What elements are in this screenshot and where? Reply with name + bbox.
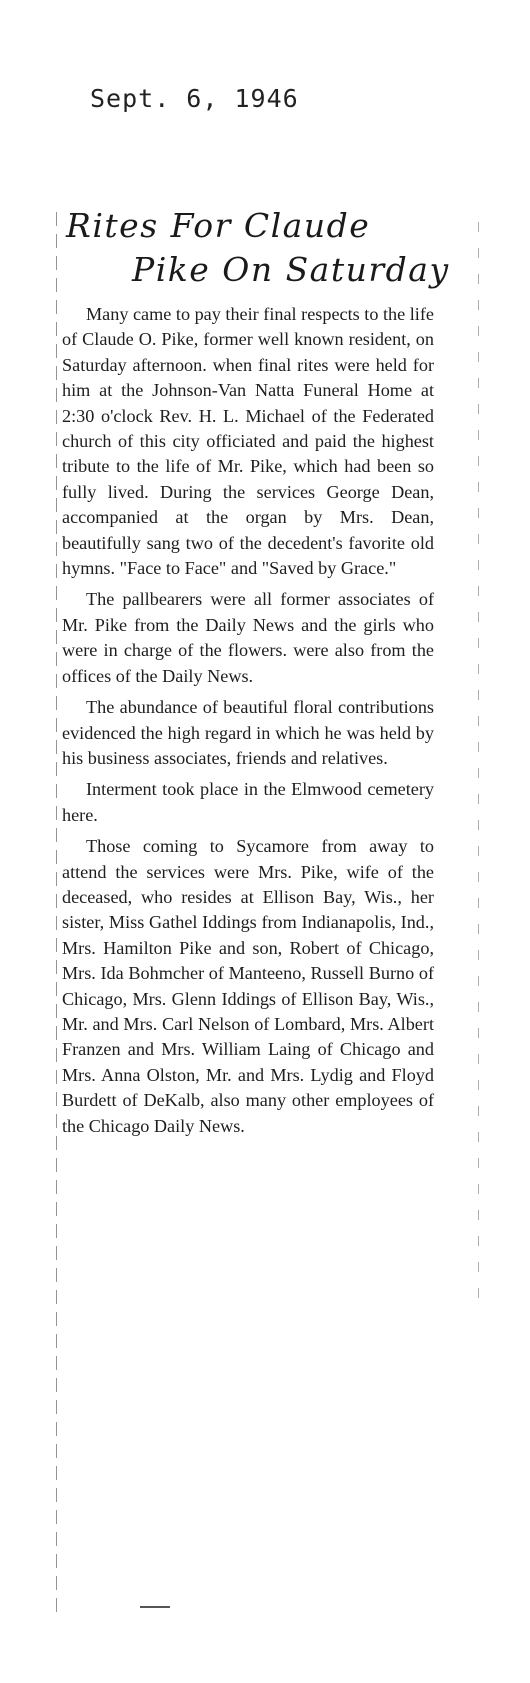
article-paragraph-1: Many came to pay their final respects to the life of Claude O. Pike, former well known resident, on Saturday afternoon. when final rites were held for him at the Johnson-Van Natta Funeral Home at 2:30 o'clock Rev. H. L. Michael of the Federated church of this city officiated and paid the highest tribute to the life of Mr. Pike, which had been so fully lived. During the services George Dean, accompanied at the organ by Mrs. Dean, beautifully sang two of the decedent's favorite old hymns. "Face to Face" and "Saved by Grace." (62, 304, 434, 579)
article-paragraph-2: The pallbearers were all former associates of Mr. Pike from the Daily News and the girls who were in charge of the flowers. were also from the offices of the Daily News. (62, 589, 434, 686)
article-paragraph-4: Interment took place in the Elmwood cemetery here. (62, 779, 434, 825)
clipping-right-edge (478, 222, 479, 1312)
article-paragraph-3: The abundance of beautiful floral contributions evidenced the high regard in which he was held by his business associates, friends and relatives. (62, 697, 434, 768)
clipping-left-edge (56, 212, 57, 1612)
headline-line-2: Pike On Saturday (132, 250, 450, 289)
date-stamp: Sept. 6, 1946 (90, 84, 299, 113)
article-body (62, 302, 434, 1139)
article-paragraph-5: Those coming to Sycamore from away to attend the services were Mrs. Pike, wife of the deceased, who resides at Ellison Bay, Wis., her sister, Miss Gathel Iddings from Indianapolis, Ind., Mrs. Hamilton Pike and son, Robert of Chicago, Mrs. Ida Bohmcher of Manteeno, Russell Burno of Chicago, Mrs. Glenn Iddings of Ellison Bay, Wis., Mr. and Mrs. Carl Nelson of Lombard, Mrs. Albert Franzen and Mrs. William Laing of Chicago and Mrs. Anna Olston, Mr. and Mrs. Lydig and Floyd Burdett of DeKalb, also many other employees of the Chicago Daily News. (62, 836, 434, 1136)
article-headline (66, 204, 476, 292)
end-of-article-rule (140, 1606, 170, 1608)
headline-line-1: Rites For Claude (66, 206, 371, 245)
